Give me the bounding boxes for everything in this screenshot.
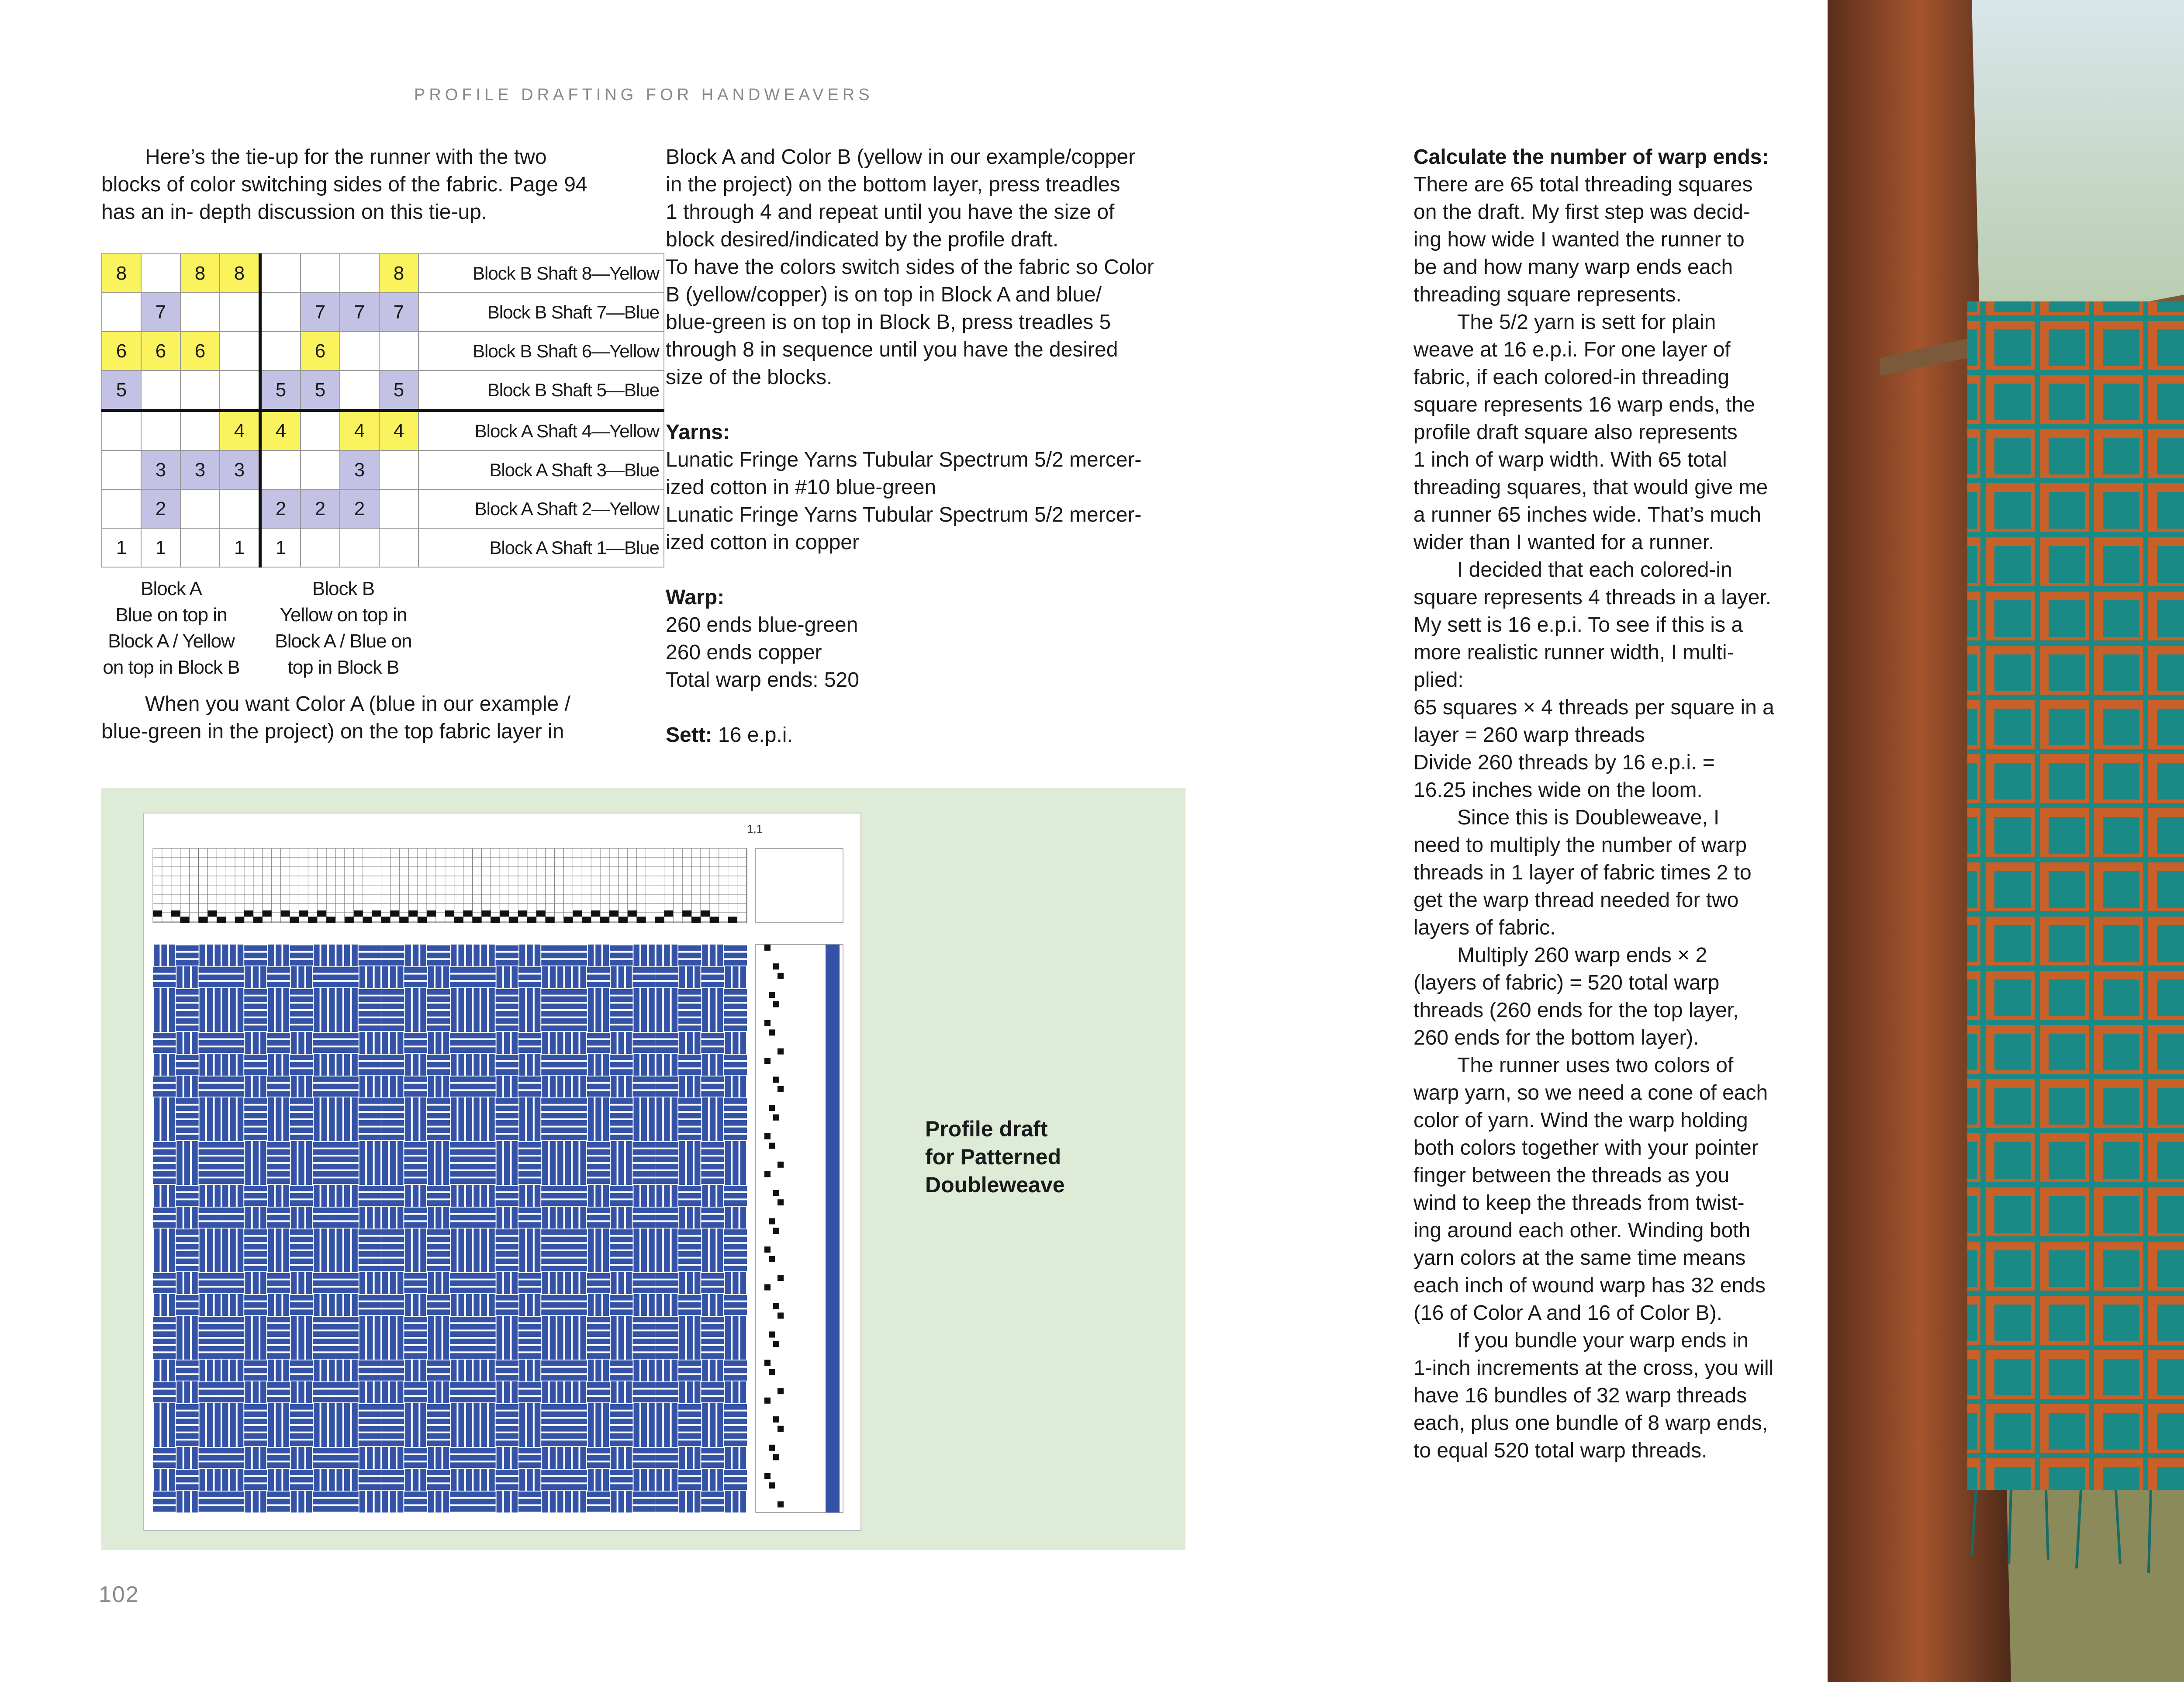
sett-heading: Sett: — [666, 723, 712, 747]
text-line: The 5/2 yarn is sett for plain — [1457, 311, 1716, 334]
text-line: both colors together with your pointer — [1413, 1136, 1759, 1159]
tieup-cell — [180, 411, 220, 451]
text-line: ized cotton in #10 blue-green — [666, 476, 936, 499]
tieup-row — [102, 450, 664, 489]
tieup-cell: 2 — [301, 489, 340, 528]
tieup-cell: 1 — [141, 528, 180, 567]
tieup-row-label: Block B Shaft 6—Yellow — [418, 332, 664, 370]
tieup-cell — [260, 450, 301, 489]
tieup-cell: 7 — [379, 293, 418, 332]
tieup-cell — [260, 332, 301, 370]
tieup-cell — [301, 528, 340, 567]
tieup-cell: 7 — [141, 293, 180, 332]
text-line: to equal 520 total warp threads. — [1413, 1439, 1707, 1462]
tieup-cell: 2 — [141, 489, 180, 528]
text-line: size of the blocks. — [666, 366, 833, 389]
tieup-cell: 5 — [102, 370, 141, 411]
tieup-row — [102, 332, 664, 370]
tieup-cell: 2 — [260, 489, 301, 528]
tieup-cell: 6 — [102, 332, 141, 370]
block-b-label — [269, 576, 418, 681]
text-line: each inch of wound warp has 32 ends — [1413, 1274, 1766, 1297]
text-line: To have the colors switch sides of the fabric so Color — [666, 256, 1154, 279]
tieup-cell — [180, 528, 220, 567]
tieup-cell: 5 — [379, 370, 418, 411]
text-line: finger between the threads as you — [1413, 1164, 1730, 1187]
text-line: has an in- depth discussion on this tie-up. — [101, 201, 487, 224]
text-line: Lunatic Fringe Yarns Tubular Spectrum 5/2 mercer- — [666, 503, 1142, 526]
tieup-cell: 4 — [379, 411, 418, 451]
text-line: each, plus one bundle of 8 warp ends, — [1413, 1412, 1768, 1435]
tieup-cell: 4 — [260, 411, 301, 451]
caption-line: Profile draft — [925, 1117, 1048, 1141]
tieup-row-label: Block B Shaft 7—Blue — [418, 293, 664, 332]
text-line: a runner 65 inches wide. That’s much — [1413, 503, 1762, 526]
text-line: 260 ends blue-green — [666, 613, 858, 637]
tieup-cell — [301, 254, 340, 293]
tieup-cell — [340, 528, 379, 567]
tieup-cell — [220, 489, 260, 528]
running-head: PROFILE DRAFTING FOR HANDWEAVERS — [414, 86, 874, 104]
text-line: on the draft. My first step was decid- — [1413, 201, 1750, 224]
tieup-cell — [102, 489, 141, 528]
text-line: need to multiply the number of warp — [1413, 834, 1747, 857]
text-line: threading square represents. — [1413, 283, 1682, 306]
text-line: more realistic runner width, I multi- — [1413, 641, 1734, 664]
tieup-cell: 3 — [220, 450, 260, 489]
text-line: 260 ends for the bottom layer). — [1413, 1026, 1699, 1049]
block-label-line: Blue on top in — [115, 604, 227, 626]
text-line: The runner uses two colors of — [1457, 1054, 1734, 1077]
text-line: blue-green in the project) on the top fabric layer in — [101, 720, 564, 743]
tieup-cell — [220, 293, 260, 332]
tieup-cell: 1 — [260, 528, 301, 567]
tieup-cell — [141, 411, 180, 451]
text-line: fabric, if each colored-in threading — [1413, 366, 1730, 389]
tieup-cell: 3 — [180, 450, 220, 489]
block-a-label — [97, 576, 245, 681]
tieup-cell: 5 — [301, 370, 340, 411]
text-line: B (yellow/copper) is on top in Block A and blue/ — [666, 283, 1102, 306]
tieup-cell: 3 — [141, 450, 180, 489]
tieup-cell: 4 — [340, 411, 379, 451]
tieup-cell — [379, 450, 418, 489]
tieup-cell: 2 — [340, 489, 379, 528]
block-label-line: Block B — [312, 578, 375, 599]
calc-heading: Calculate the number of warp ends: — [1413, 145, 1769, 169]
block-label-line: Block A — [141, 578, 202, 599]
page-number: 102 — [99, 1582, 139, 1607]
text-line: layer = 260 warp threads — [1413, 723, 1645, 747]
tieup-row-label: Block B Shaft 8—Yellow — [418, 254, 664, 293]
text-line: 260 ends copper — [666, 641, 822, 664]
text-line: Total warp ends: 520 — [666, 668, 859, 692]
block-label-line: top in Block B — [287, 657, 399, 678]
tieup-cell — [220, 332, 260, 370]
text-line: blocks of color switching sides of the fabric. Page 94 — [101, 173, 587, 196]
tieup-cell — [180, 489, 220, 528]
tieup-cell: 6 — [301, 332, 340, 370]
tieup-row — [102, 528, 664, 567]
text-line: I decided that each colored-in — [1457, 558, 1732, 581]
tieup-row-label: Block A Shaft 3—Blue — [418, 450, 664, 489]
text-line: through 8 in sequence until you have the desired — [666, 338, 1118, 361]
text-line: (layers of fabric) = 520 total warp — [1413, 971, 1720, 994]
text-line: Since this is Doubleweave, I — [1457, 806, 1720, 829]
tieup-cell — [379, 332, 418, 370]
tieup-row-label: Block A Shaft 1—Blue — [418, 528, 664, 567]
tieup-row-label: Block A Shaft 2—Yellow — [418, 489, 664, 528]
text-line: profile draft square also represents — [1413, 421, 1738, 444]
text-line: Divide 260 threads by 16 e.p.i. = — [1413, 751, 1715, 774]
block-label-line: Block A / Yellow — [108, 630, 235, 652]
tie-up-table — [101, 253, 664, 568]
text-line: wind to keep the threads from twist- — [1413, 1191, 1745, 1215]
text-line: get the warp thread needed for two — [1413, 889, 1739, 912]
text-line: wider than I wanted for a runner. — [1413, 531, 1714, 554]
text-line: My sett is 16 e.p.i. To see if this is a — [1413, 613, 1743, 637]
tieup-cell — [260, 254, 301, 293]
tieup-cell — [301, 411, 340, 451]
yarns-list — [666, 446, 1203, 556]
tieup-cell — [260, 293, 301, 332]
text-line: 1-inch increments at the cross, you will — [1413, 1357, 1774, 1380]
tieup-row — [102, 293, 664, 332]
text-line: 1 through 4 and repeat until you have the size of — [666, 201, 1115, 224]
caption-line: for Patterned — [925, 1145, 1061, 1169]
text-line: have 16 bundles of 32 warp threads — [1413, 1384, 1747, 1407]
text-line: If you bundle your warp ends in — [1457, 1329, 1749, 1352]
tieup-cell: 1 — [102, 528, 141, 567]
text-line: color of yarn. Wind the warp holding — [1413, 1109, 1748, 1132]
block-label-line: Block A / Blue on — [275, 630, 412, 652]
draft-caption — [925, 1115, 1109, 1199]
intro-text — [101, 143, 612, 226]
text-line: There are 65 total threading squares — [1413, 173, 1753, 196]
tieup-cell — [141, 370, 180, 411]
text-line: threading squares, that would give me — [1413, 476, 1768, 499]
text-line: plied: — [1413, 668, 1464, 692]
text-line: threads in 1 layer of fabric times 2 to — [1413, 861, 1752, 884]
tieup-cell: 1 — [220, 528, 260, 567]
text-line: Here’s the tie-up for the runner with the two — [145, 145, 547, 169]
warp-heading: Warp: — [666, 586, 725, 609]
text-line: yarn colors at the same time means — [1413, 1246, 1746, 1270]
tieup-cell: 8 — [379, 254, 418, 293]
tieup-corner-label: 1,1 — [747, 822, 763, 835]
block-label-line: Yellow on top in — [280, 604, 407, 626]
tieup-cell: 6 — [180, 332, 220, 370]
tieup-cell: 7 — [340, 293, 379, 332]
tieup-cell — [141, 254, 180, 293]
text-line: ing around each other. Winding both — [1413, 1219, 1751, 1242]
tieup-cell: 7 — [301, 293, 340, 332]
instructions-paragraph — [666, 143, 1203, 391]
text-line: weave at 16 e.p.i. For one layer of — [1413, 338, 1731, 361]
runner-photo — [1828, 0, 2184, 1682]
tieup-cell — [340, 254, 379, 293]
tieup-cell: 8 — [180, 254, 220, 293]
col-a-bottom-text — [101, 690, 612, 745]
tieup-cell: 4 — [220, 411, 260, 451]
text-line: When you want Color A (blue in our example / — [145, 692, 570, 716]
profile-draft-figure — [143, 813, 861, 1531]
tieup-cell — [102, 293, 141, 332]
tieup-cell: 5 — [260, 370, 301, 411]
text-line: threads (260 ends for the top layer, — [1413, 999, 1739, 1022]
text-line: warp yarn, so we need a cone of each — [1413, 1081, 1768, 1104]
text-line: square represents 16 warp ends, the — [1413, 393, 1755, 416]
text-line: in the project) on the bottom layer, press treadles — [666, 173, 1120, 196]
tieup-cell — [180, 293, 220, 332]
tieup-row — [102, 411, 664, 451]
sett-line — [666, 721, 1203, 749]
text-line: 1 inch of warp width. With 65 total — [1413, 448, 1727, 471]
tieup-cell — [102, 450, 141, 489]
calc-body — [1413, 171, 1807, 1464]
text-line: (16 of Color A and 16 of Color B). — [1413, 1301, 1723, 1325]
tieup-cell — [102, 411, 141, 451]
tieup-row — [102, 254, 664, 293]
text-line: 16.25 inches wide on the loom. — [1413, 779, 1703, 802]
tieup-cell — [379, 489, 418, 528]
tieup-cell — [379, 528, 418, 567]
yarns-heading: Yarns: — [666, 421, 730, 444]
text-line: layers of fabric. — [1413, 916, 1556, 939]
caption-line: Doubleweave — [925, 1173, 1065, 1197]
text-line: ized cotton in copper — [666, 531, 859, 554]
warp-list — [666, 611, 1203, 694]
text-line: blue-green is on top in Block B, press treadles 5 — [666, 311, 1111, 334]
tieup-cell — [180, 370, 220, 411]
col-b-text — [666, 143, 1203, 749]
tieup-cell — [301, 450, 340, 489]
tieup-row — [102, 489, 664, 528]
block-label-line: on top in Block B — [103, 657, 240, 678]
tieup-cell: 8 — [220, 254, 260, 293]
tieup-cell: 3 — [340, 450, 379, 489]
text-line: block desired/indicated by the profile draft. — [666, 228, 1059, 251]
text-line: Lunatic Fringe Yarns Tubular Spectrum 5/2 mercer- — [666, 448, 1142, 471]
col-c-text — [1413, 143, 1807, 1464]
tieup-cell — [340, 332, 379, 370]
text-line: 65 squares × 4 threads per square in a — [1413, 696, 1774, 719]
tieup-row-label: Block A Shaft 4—Yellow — [418, 411, 664, 451]
tieup-row — [102, 370, 664, 411]
text-line: Block A and Color B (yellow in our example/copper — [666, 145, 1136, 169]
tieup-cell — [340, 370, 379, 411]
tieup-cell: 6 — [141, 332, 180, 370]
tieup-cell: 8 — [102, 254, 141, 293]
sett-value: 16 e.p.i. — [712, 723, 793, 747]
text-line: Multiply 260 warp ends × 2 — [1457, 944, 1707, 967]
text-line: square represents 4 threads in a layer. — [1413, 586, 1772, 609]
tieup-row-label: Block B Shaft 5—Blue — [418, 370, 664, 411]
text-line: be and how many warp ends each — [1413, 256, 1733, 279]
woven-runner — [1967, 301, 2184, 1490]
text-line: ing how wide I wanted the runner to — [1413, 228, 1745, 251]
tieup-cell — [220, 370, 260, 411]
